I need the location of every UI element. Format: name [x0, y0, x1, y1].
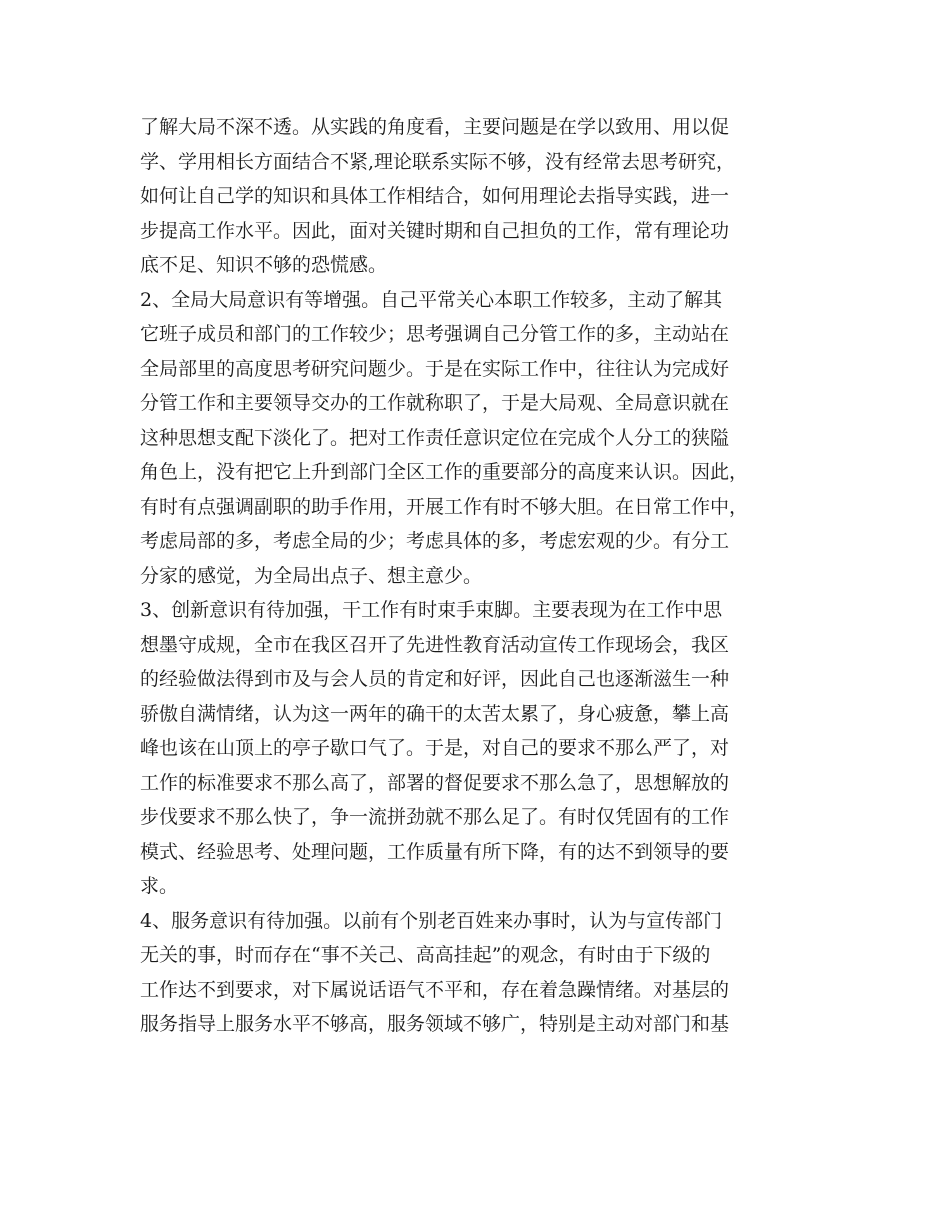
- body-text: [140, 110, 820, 1042]
- text-line: 它班子成员和部门的工作较少；思考强调自己分管工作的多，主动站在: [140, 323, 730, 345]
- text-line: 工作的标准要求不那么高了，部署的督促要求不那么急了，思想解放的: [140, 771, 730, 794]
- text-line: 学、学用相长方面结合不紧,理论联系实际不够，没有经常去思考研究，: [140, 150, 736, 173]
- text-line: 骄傲自满情绪，认为这一两年的确干的太苦太累了，身心疲惫，攀上高: [140, 702, 730, 725]
- text-line: 角色上，没有把它上升到部门全区工作的重要部分的高度来认识。因此，: [140, 461, 749, 483]
- text-line: 考虑局部的多，考虑全局的少；考虑具体的多，考虑宏观的少。有分工: [140, 530, 730, 552]
- text-line: 模式、经验思考、处理问题，工作质量有所下降，有的达不到领导的要: [140, 840, 730, 863]
- text-line: 如何让自己学的知识和具体工作相结合，如何用理论去指导实践，进一: [140, 185, 730, 207]
- text-line: 分管工作和主要领导交办的工作就称职了，于是大局观、全局意识就在: [140, 392, 730, 414]
- text-line: 步提高工作水平。因此，面对关键时期和自己担负的工作，常有理论功: [140, 219, 730, 242]
- text-line: 4、服务意识有待加强。以前有个别老百姓来办事时，认为与宣传部门: [140, 909, 723, 932]
- text-line: 底不足、知识不够的恐慌感。: [140, 254, 388, 276]
- text-line: 这种思想支配下淡化了。把对工作责任意识定位在完成个人分工的狭隘: [140, 426, 730, 449]
- text-line: 全局部里的高度思考研究问题少。于是在实际工作中，往往认为完成好: [140, 357, 730, 380]
- text-line: 无关的事，时而存在“事不关己、高高挂起”的观念，有时由于下级的: [140, 944, 711, 966]
- text-line: 分家的感觉，为全局出点子、想主意少。: [140, 564, 483, 587]
- text-line: 求。: [140, 875, 179, 897]
- text-line: 了解大局不深不透。从实践的角度看，主要问题是在学以致用、用以促: [140, 116, 730, 138]
- text-line: 想墨守成规，全市在我区召开了先进性教育活动宣传工作现场会，我区: [140, 633, 730, 656]
- text-line: 有时有点强调副职的助手作用，开展工作有时不够大胆。在日常工作中，: [140, 495, 749, 518]
- text-line: 步伐要求不那么快了，争一流拼劲就不那么足了。有时仅凭固有的工作: [140, 806, 730, 828]
- text-line: 工作达不到要求，对下属说话语气不平和，存在着急躁情绪。对基层的: [140, 978, 730, 1001]
- text-line: 服务指导上服务水平不够高，服务领域不够广，特别是主动对部门和基: [140, 1013, 730, 1035]
- text-line: 峰也该在山顶上的亭子歇口气了。于是，对自己的要求不那么严了，对: [140, 737, 730, 759]
- text-line: 的经验做法得到市及与会人员的肯定和好评，因此自己也逐渐滋生一种: [140, 668, 730, 690]
- text-line: 2、全局大局意识有等增强。自己平常关心本职工作较多，主动了解其: [140, 288, 723, 311]
- text-line: 3、创新意识有待加强，干工作有时束手束脚。主要表现为在工作中思: [140, 599, 723, 621]
